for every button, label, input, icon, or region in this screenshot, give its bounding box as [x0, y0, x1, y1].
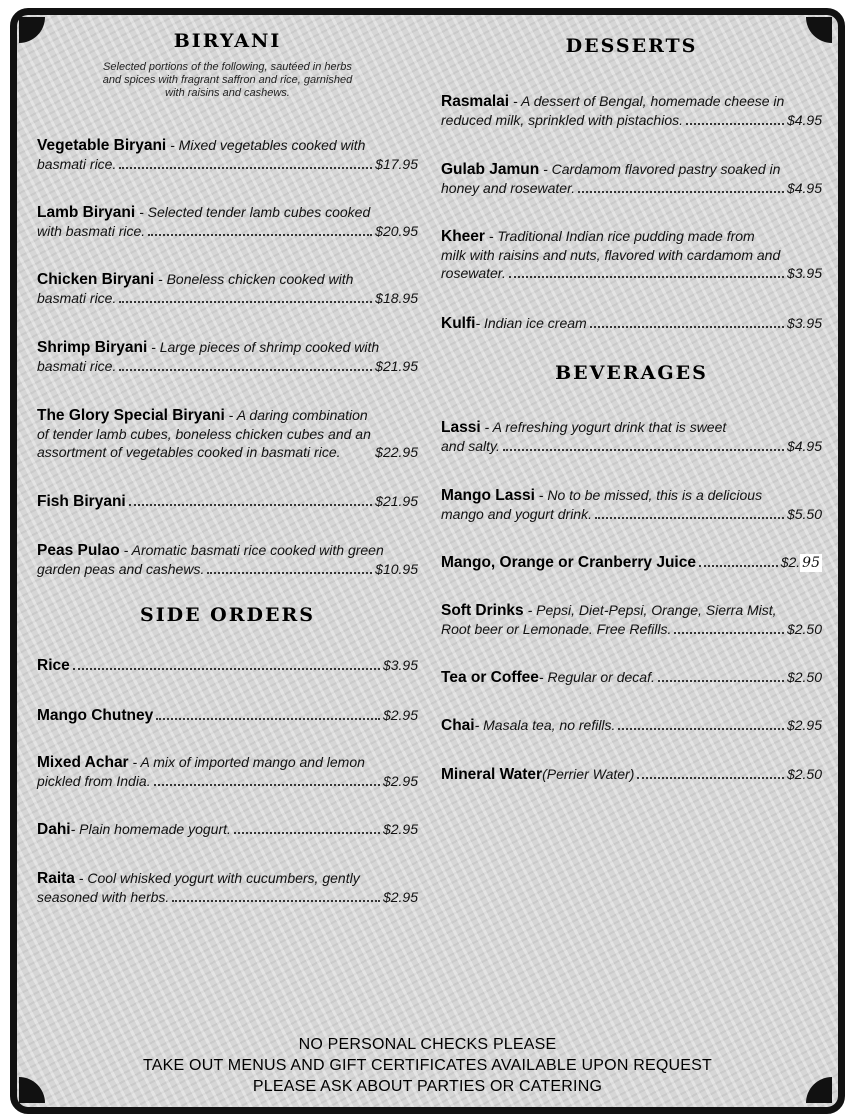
- item-description: - Selected tender lamb cubes cooked: [135, 204, 371, 220]
- dot-leader: [156, 718, 380, 720]
- item-price: $17.95: [375, 156, 418, 172]
- item-description: - Large pieces of shrimp cooked with: [147, 339, 380, 355]
- beverages-heading: BEVERAGES: [555, 362, 708, 384]
- item-description: - Aromatic basmati rice cooked with green: [119, 542, 384, 558]
- menu-item: Kheer - Traditional Indian rice pudding made from milk with raisins and nuts, flavored with cardamom and rosewater. $3.95: [441, 228, 822, 281]
- dot-leader: [503, 449, 784, 451]
- item-price: $2.95: [382, 773, 418, 789]
- item-name: Dahi: [37, 821, 71, 838]
- item-description: - Cardamom flavored pastry soaked in: [539, 161, 781, 177]
- item-price: $21.95: [375, 358, 418, 374]
- handwritten-price-correction: 95: [802, 555, 820, 571]
- menu-item: [37, 492, 418, 511]
- item-name: Vegetable Biryani: [37, 137, 167, 154]
- dot-leader: [119, 167, 372, 169]
- item-price: $21.95: [375, 493, 418, 509]
- item-price: $2.95: [382, 889, 418, 905]
- item-description: - Regular or decaf.: [538, 669, 655, 685]
- desserts-heading: DESSERTS: [565, 35, 698, 57]
- item-price: $2.50: [786, 669, 822, 685]
- item-name: The Glory Special Biryani: [37, 407, 225, 424]
- item-name: Mineral Water: [441, 766, 543, 783]
- item-price: $2.50: [786, 766, 822, 782]
- item-name: Mango Lassi: [441, 487, 535, 504]
- item-price: $20.95: [375, 223, 418, 239]
- item-price: $3.95: [382, 657, 418, 673]
- item-name: Mango, Orange or Cranberry Juice: [441, 554, 696, 571]
- item-description: - Traditional Indian rice pudding made from: [484, 228, 755, 244]
- item-name: Soft Drinks: [441, 602, 524, 619]
- dot-leader: [699, 565, 778, 567]
- menu-item: [37, 656, 418, 675]
- menu-item: Chicken Biryani - Boneless chicken cooked with basmati rice. $18.95: [37, 271, 418, 306]
- dot-leader: [686, 123, 784, 125]
- dot-leader: [119, 301, 372, 303]
- item-price: $4.95: [786, 180, 822, 196]
- item-name: Gulab Jamun: [441, 161, 540, 178]
- item-name: Lamb Biryani: [37, 204, 136, 221]
- item-price: $2.95: [382, 821, 418, 837]
- item-price: $2. 95: [780, 554, 820, 571]
- dot-leader: [509, 276, 784, 278]
- dot-leader: [207, 572, 372, 574]
- item-price: $2.50: [786, 621, 822, 637]
- dot-leader: [637, 777, 784, 779]
- item-description: - No to be missed, this is a delicious: [534, 487, 763, 503]
- item-price: $22.95: [375, 444, 418, 460]
- menu-item: Raita - Cool whisked yogurt with cucumbers, gently seasoned with herbs. $2.95: [37, 870, 418, 905]
- menu-item: Lassi - A refreshing yogurt drink that is sweet and salty. $4.95: [441, 419, 822, 454]
- dot-leader: [148, 234, 372, 236]
- menu-item: Vegetable Biryani - Mixed vegetables cooked with basmati rice. $17.95: [37, 137, 418, 172]
- item-name: Rasmalai: [441, 93, 510, 110]
- item-description: - Indian ice cream: [475, 315, 587, 331]
- item-description: - A dessert of Bengal, homemade cheese in: [509, 93, 785, 109]
- item-price: $18.95: [375, 290, 418, 306]
- item-name: Mango Chutney: [37, 707, 154, 724]
- item-name: Lassi: [441, 419, 481, 436]
- dot-leader: [578, 191, 784, 193]
- dot-leader: [618, 728, 784, 730]
- menu-item: Gulab Jamun - Cardamom flavored pastry soaked in honey and rosewater. $4.95: [441, 161, 822, 196]
- biryani-note: Selected portions of the following, sautéed in herbs and spices with fragrant saffron and rice, garnished with raisins and cashews.: [102, 61, 353, 99]
- item-price: $2.95: [382, 707, 418, 723]
- item-price: $3.95: [786, 315, 822, 331]
- item-name: Raita: [37, 870, 75, 887]
- item-name: Rice: [37, 657, 70, 674]
- item-price: $10.95: [375, 561, 418, 577]
- side-orders-heading: SIDE ORDERS: [140, 604, 315, 626]
- item-name: Shrimp Biryani: [37, 339, 148, 356]
- dot-leader: [129, 504, 372, 506]
- dot-leader: [595, 517, 784, 519]
- item-description: - Boneless chicken cooked with: [154, 271, 354, 287]
- item-price: $4.95: [786, 438, 822, 454]
- item-description: - Pepsi, Diet-Pepsi, Orange, Sierra Mist,: [523, 602, 777, 618]
- footer-notice: NO PERSONAL CHECKS PLEASE TAKE OUT MENUS AND GIFT CERTIFICATES AVAILABLE UPON REQUEST PLEASE ASK ABOUT PARTIES OR CATERING: [143, 1036, 712, 1095]
- menu-item: Mixed Achar - A mix of imported mango and lemon pickled from India. $2.95: [37, 754, 418, 789]
- menu-item: Peas Pulao - Aromatic basmati rice cooked with green garden peas and cashews. $10.95: [37, 542, 418, 577]
- dot-leader: [154, 784, 380, 786]
- item-price: $4.95: [786, 112, 822, 128]
- menu-item: Soft Drinks - Pepsi, Diet-Pepsi, Orange, Sierra Mist, Root beer or Lemonade. Free Refills. $2.50: [441, 602, 822, 637]
- dot-leader: [674, 632, 784, 634]
- item-price: $5.50: [786, 506, 822, 522]
- item-description: - Mixed vegetables cooked with: [166, 137, 366, 153]
- menu-item: [37, 706, 418, 725]
- menu-item: [441, 668, 822, 687]
- dot-leader: [658, 680, 784, 682]
- menu-item: Rasmalai - A dessert of Bengal, homemade cheese in reduced milk, sprinkled with pistachios. $4.95: [441, 93, 822, 128]
- item-price: $2.95: [786, 717, 822, 733]
- menu-item: [441, 553, 822, 572]
- item-description: - Cool whisked yogurt with cucumbers, gently: [74, 870, 360, 886]
- menu-item: [441, 765, 822, 784]
- item-description: - A refreshing yogurt drink that is sweet: [480, 419, 727, 435]
- dot-leader: [172, 900, 380, 902]
- item-description: (Perrier Water): [542, 766, 635, 782]
- item-name: Tea or Coffee: [441, 669, 539, 686]
- menu-item: [441, 314, 822, 333]
- menu-item: The Glory Special Biryani - A daring combination of tender lamb cubes, boneless chicken cubes and an assortment of vegetables cooked in basmati rice. $22.95: [37, 407, 418, 460]
- dot-leader: [590, 326, 784, 328]
- item-name: Kheer: [441, 228, 485, 245]
- item-name: Kulfi: [441, 315, 476, 332]
- item-name: Chicken Biryani: [37, 271, 155, 288]
- biryani-heading: BIRYANI: [173, 30, 282, 52]
- item-description: - A daring combination: [224, 407, 368, 423]
- dot-leader: [234, 832, 380, 834]
- item-name: Mixed Achar: [37, 754, 129, 771]
- item-description: - Plain homemade yogurt.: [70, 821, 231, 837]
- dot-leader: [73, 668, 380, 670]
- item-name: Fish Biryani: [37, 493, 126, 510]
- item-price: $3.95: [786, 265, 822, 281]
- item-description: - A mix of imported mango and lemon: [128, 754, 365, 770]
- dot-leader: [119, 369, 372, 371]
- menu-item: Lamb Biryani - Selected tender lamb cubes cooked with basmati rice. $20.95: [37, 204, 418, 239]
- menu-item: Mango Lassi - No to be missed, this is a delicious mango and yogurt drink. $5.50: [441, 487, 822, 522]
- menu-item: [441, 716, 822, 735]
- menu-item: Shrimp Biryani - Large pieces of shrimp cooked with basmati rice. $21.95: [37, 339, 418, 374]
- item-name: Peas Pulao: [37, 542, 120, 559]
- item-name: Chai: [441, 717, 475, 734]
- menu-item: [37, 820, 418, 839]
- item-description: - Masala tea, no refills.: [474, 717, 616, 733]
